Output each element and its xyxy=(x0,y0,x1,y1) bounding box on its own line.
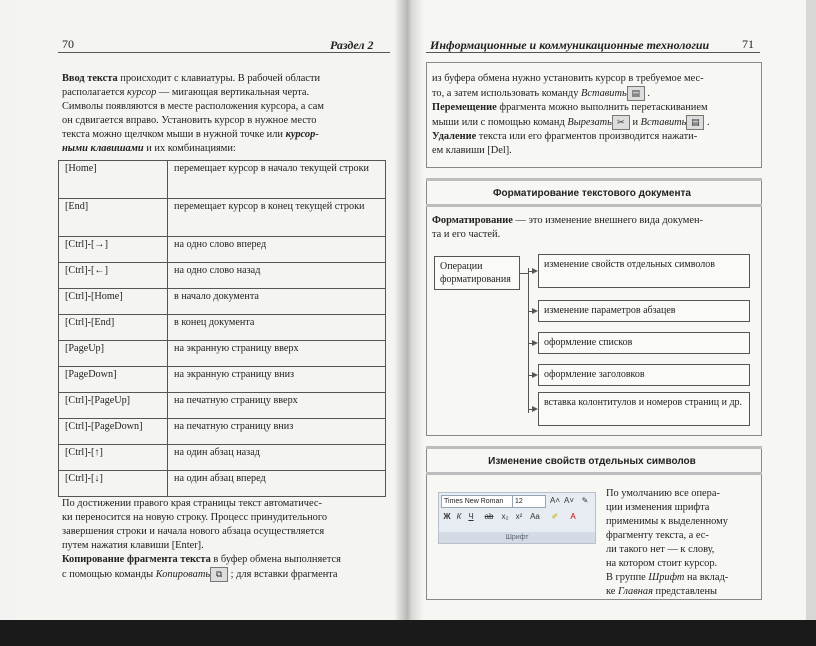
text-run: и xyxy=(629,116,641,128)
text-line xyxy=(432,101,754,115)
text-run: представлены xyxy=(652,586,718,597)
text-run: ли такого нет — к слову, xyxy=(606,544,715,555)
table-row xyxy=(59,445,386,471)
underline-icon: Ч xyxy=(468,512,474,521)
action-cell: на печатную страницу вверх xyxy=(168,393,386,419)
text-run: В группе xyxy=(606,572,649,583)
action-cell: перемещает курсор в начало текущей строки xyxy=(168,161,386,199)
text-run: путем нажатия клавиши [Enter]. xyxy=(62,540,204,551)
text-run: текста или его фрагментов производится нажати- xyxy=(476,131,698,142)
text-run: текста можно щелчком мыши в нужной точке или xyxy=(62,129,286,140)
key-cell: [Ctrl]-[→] xyxy=(59,237,168,263)
text-line xyxy=(606,487,756,501)
copy-icon: ⧉ xyxy=(210,567,228,582)
strikethrough-icon: ab xyxy=(484,512,494,521)
diagram-item-box: изменение параметров абзацев xyxy=(538,300,750,322)
action-cell: на экранную страницу вверх xyxy=(168,341,386,367)
text-line xyxy=(62,567,388,582)
action-cell: на один абзац назад xyxy=(168,445,386,471)
key-cell: [Ctrl]-[End] xyxy=(59,315,168,341)
text-line xyxy=(62,511,388,525)
text-line xyxy=(62,72,388,86)
text-run: на котором стоит курсор. xyxy=(606,558,718,569)
arrow-icon xyxy=(532,308,538,314)
action-cell: в начало документа xyxy=(168,289,386,315)
arrow-icon xyxy=(532,268,538,274)
text-line xyxy=(432,130,754,144)
text-line xyxy=(606,543,756,557)
section2-title: Изменение свойств отдельных символов xyxy=(488,456,696,467)
text-run: По умолчанию все опера- xyxy=(606,488,720,499)
superscript-icon: x² xyxy=(515,512,523,521)
text-line xyxy=(432,228,754,242)
text-line xyxy=(432,72,754,86)
text-line xyxy=(62,525,388,539)
italic-icon: К xyxy=(456,512,462,521)
right-page-number: 71 xyxy=(742,37,754,51)
text-line xyxy=(62,100,388,114)
right-top-paragraph xyxy=(432,72,754,158)
text-line xyxy=(432,115,754,130)
key-cell: [Ctrl]-[PageDown] xyxy=(59,419,168,445)
text-line xyxy=(432,144,754,158)
text-run: он сдвигается вправо. Установить курсор в нужное место xyxy=(62,115,317,126)
text-run: — мигающая вертикальная черта. xyxy=(156,87,310,98)
diagram-item-box: вставка колонтитулов и номеров страниц и др. xyxy=(538,392,750,426)
right-header-rule xyxy=(426,52,760,53)
text-run: ; для вставки фрагмента xyxy=(228,568,338,580)
text-line xyxy=(606,515,756,529)
text-run: с помощью команды xyxy=(62,568,156,580)
text-run: ции изменения шрифта xyxy=(606,502,710,513)
text-run: . xyxy=(644,87,650,99)
text-run: Вырезать xyxy=(567,116,612,128)
key-cell: [Ctrl]-[PageUp] xyxy=(59,393,168,419)
table-row xyxy=(59,367,386,393)
table-row xyxy=(59,419,386,445)
change-case-icon: Aa xyxy=(530,512,540,521)
section1-top-rule xyxy=(426,178,762,181)
text-line xyxy=(606,571,756,585)
text-line xyxy=(62,86,388,100)
text-run: курсор xyxy=(126,87,157,98)
key-table xyxy=(58,160,386,497)
bold-icon: Ж xyxy=(443,512,451,521)
diagram-item-box: изменение свойств отдельных символов xyxy=(538,254,750,288)
text-line xyxy=(606,585,756,599)
table-row xyxy=(59,161,386,199)
arrow-icon xyxy=(532,372,538,378)
text-line xyxy=(606,529,756,543)
left-header-rule xyxy=(58,52,390,53)
text-run: происходит с клавиатуры. В рабочей области xyxy=(117,73,321,84)
text-line xyxy=(62,128,388,142)
diagram-item-box: оформление заголовков xyxy=(538,364,750,386)
text-run: Форматирование xyxy=(432,215,513,226)
table-row xyxy=(59,199,386,237)
text-run: ки переносится на новую строку. Процесс принудительного xyxy=(62,512,328,523)
key-cell: [Ctrl]-[↓] xyxy=(59,471,168,497)
text-run: то, а затем использовать команду xyxy=(432,87,581,99)
text-run: — это изменение внешнего вида докумен- xyxy=(512,215,703,226)
key-cell: [PageDown] xyxy=(59,367,168,393)
diagram-trunk xyxy=(528,268,529,413)
font-name-box: Times New Roman xyxy=(441,495,513,508)
text-line xyxy=(62,142,388,156)
section2-top-rule xyxy=(426,446,762,449)
book-edge xyxy=(806,0,816,620)
action-cell: на один абзац вперед xyxy=(168,471,386,497)
arrow-icon xyxy=(532,406,538,412)
text-run: мыши или с помощью команд xyxy=(432,116,568,128)
diagram-root-box: Операции форматирования xyxy=(434,256,520,290)
grow-font-icon: A˄ xyxy=(549,496,560,505)
side-paragraph xyxy=(606,487,756,599)
text-run: фрагмента можно выполнить перетаскиванием xyxy=(496,102,708,113)
left-intro-paragraph xyxy=(62,72,388,156)
key-cell: [End] xyxy=(59,199,168,237)
text-line xyxy=(62,553,388,567)
text-run: По достижении правого края страницы текст автоматичес- xyxy=(62,498,322,509)
left-running-head: Раздел 2 xyxy=(330,38,374,52)
text-run: Удаление xyxy=(432,131,477,142)
text-run: из буфера обмена нужно установить курсор в требуемое мес- xyxy=(432,73,704,84)
text-run: та и его частей. xyxy=(432,229,501,240)
text-line xyxy=(62,497,388,511)
action-cell: перемещает курсор в конец текущей строки xyxy=(168,199,386,237)
key-cell: [Ctrl]-[Home] xyxy=(59,289,168,315)
text-run: располагается xyxy=(62,87,127,98)
table-row xyxy=(59,315,386,341)
background-band xyxy=(0,620,816,646)
text-run: Вставить xyxy=(581,87,627,99)
font-size-box: 12 xyxy=(512,495,546,508)
arrow-icon xyxy=(532,340,538,346)
book-gutter xyxy=(394,0,424,620)
definition-paragraph xyxy=(432,214,754,242)
text-run: . xyxy=(704,116,710,128)
highlight-icon: ✐ xyxy=(551,512,559,521)
table-row xyxy=(59,393,386,419)
text-line xyxy=(62,114,388,128)
table-row xyxy=(59,289,386,315)
clear-format-icon: ✎ xyxy=(581,496,589,505)
action-cell: на экранную страницу вниз xyxy=(168,367,386,393)
text-run: и их комбинациями: xyxy=(143,143,236,154)
text-run: завершения строки и начала нового абзаца осуществляется xyxy=(62,526,325,537)
section1-title: Форматирование текстового документа xyxy=(493,188,691,199)
cut-icon: ✂ xyxy=(612,115,630,130)
action-cell: на одно слово вперед xyxy=(168,237,386,263)
text-line xyxy=(432,86,754,101)
action-cell: в конец документа xyxy=(168,315,386,341)
text-run: в буфер обмена выполняется xyxy=(210,554,341,565)
font-group-label: Шрифт xyxy=(439,532,595,543)
text-run: Вставить xyxy=(640,116,687,128)
text-run: ке xyxy=(606,586,618,597)
key-cell: [Ctrl]-[↑] xyxy=(59,445,168,471)
key-cell: [Ctrl]-[←] xyxy=(59,263,168,289)
table-row xyxy=(59,341,386,367)
paste-icon: ▤ xyxy=(686,115,704,130)
key-cell: [PageUp] xyxy=(59,341,168,367)
diagram-item-box: оформление списков xyxy=(538,332,750,354)
action-cell: на печатную страницу вниз xyxy=(168,419,386,445)
text-run: Шрифт xyxy=(648,572,685,583)
subscript-icon: x₂ xyxy=(501,512,509,521)
diagram-connector xyxy=(520,273,528,274)
section1-bottom-rule xyxy=(426,204,762,207)
text-run: Перемещение xyxy=(432,102,497,113)
text-run: курсор- xyxy=(285,129,319,140)
left-page-number: 70 xyxy=(62,37,74,51)
text-run: ными клавишами xyxy=(62,143,144,154)
key-cell: [Home] xyxy=(59,161,168,199)
text-run: на вклад- xyxy=(684,572,729,583)
text-run: фрагменту текста, а ес- xyxy=(606,530,709,541)
text-line xyxy=(606,557,756,571)
text-run: Копировать xyxy=(155,568,211,580)
font-ribbon-image xyxy=(438,492,596,544)
text-run: Символы появляются в месте расположения курсора, а сам xyxy=(62,101,324,112)
text-run: применимы к выделенному xyxy=(606,516,728,527)
text-run: Копирование фрагмента текста xyxy=(62,554,211,565)
text-run: ем клавиши [Del]. xyxy=(432,145,512,156)
shrink-font-icon: A˅ xyxy=(563,496,574,505)
text-line xyxy=(606,501,756,515)
right-running-head: Информационные и коммуникационные технологии xyxy=(430,38,710,52)
paste-icon: ▤ xyxy=(627,86,645,101)
text-run: Ввод текста xyxy=(62,73,118,84)
left-after-paragraph xyxy=(62,497,388,582)
table-row xyxy=(59,471,386,497)
text-line xyxy=(62,539,388,553)
text-run: Главная xyxy=(618,586,653,597)
font-color-icon: A xyxy=(570,512,576,521)
action-cell: на одно слово назад xyxy=(168,263,386,289)
table-row xyxy=(59,237,386,263)
table-row xyxy=(59,263,386,289)
section2-bottom-rule xyxy=(426,472,762,475)
text-line xyxy=(432,214,754,228)
